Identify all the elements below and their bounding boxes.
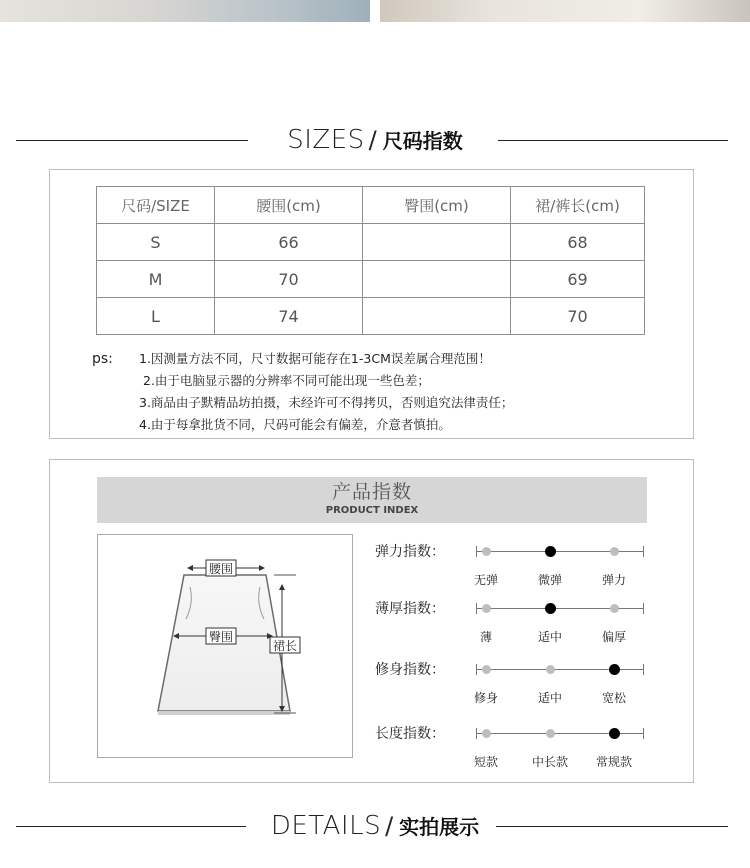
skirt-diagram-svg <box>98 535 352 757</box>
note-item: 4.由于每拿批货不同，尺码可能会有偏差，介意者慎拍。 <box>139 417 451 432</box>
product-index-banner <box>97 477 647 523</box>
index-label: 弹力指数： <box>375 544 445 560</box>
notes-prefix: ps: <box>92 351 113 367</box>
scale-end-tick <box>643 728 644 739</box>
index-option-label: 短款 <box>473 755 498 769</box>
size-table <box>96 186 645 335</box>
sizes-section-header <box>0 120 750 160</box>
hip-label: 臀围 <box>208 630 234 644</box>
index-dot <box>610 604 619 613</box>
index-option-label: 适中 <box>537 691 562 705</box>
note-item: 3.商品由子默精品坊拍摄，未经许可不得拷贝，否则追究法律责任； <box>139 395 514 410</box>
product-photo-left <box>0 0 370 22</box>
header-hip: 臀围(cm) <box>363 187 511 224</box>
details-title-separator: / <box>385 812 394 840</box>
size-table-header-row <box>97 187 645 224</box>
cell-size: L <box>97 298 215 335</box>
scale-end-tick <box>643 603 644 614</box>
scale-end-tick <box>643 664 644 675</box>
scale-end-tick <box>476 664 477 675</box>
table-row <box>97 261 645 298</box>
index-dot <box>610 547 619 556</box>
details-section-header <box>0 806 750 846</box>
index-option-label: 微弹 <box>537 573 562 587</box>
cell-waist: 66 <box>215 224 363 261</box>
index-dot <box>482 665 491 674</box>
index-dot-selected <box>545 546 556 557</box>
table-row <box>97 298 645 335</box>
cell-waist: 74 <box>215 298 363 335</box>
sizes-title-en: SIZES <box>287 125 365 155</box>
index-dot-selected <box>545 603 556 614</box>
index-option-label: 常规款 <box>595 755 632 769</box>
scale-end-tick <box>476 603 477 614</box>
index-dot-selected <box>609 728 620 739</box>
index-dot <box>546 665 555 674</box>
top-photo-strip <box>0 0 750 24</box>
index-dot-selected <box>609 664 620 675</box>
cell-length: 69 <box>511 261 645 298</box>
index-dot <box>546 729 555 738</box>
cell-hip <box>363 224 511 261</box>
index-option-label: 无弹 <box>473 573 498 587</box>
product-index-box <box>49 459 694 783</box>
index-option-label: 偏厚 <box>601 630 626 644</box>
index-option-label: 适中 <box>537 630 562 644</box>
product-photo-right <box>380 0 750 22</box>
notes-list <box>139 348 513 436</box>
waist-label: 腰围 <box>208 562 234 576</box>
index-dot <box>482 729 491 738</box>
index-dot <box>482 604 491 613</box>
cell-hip <box>363 298 511 335</box>
header-size: 尺码/SIZE <box>97 187 215 224</box>
index-dot <box>482 547 491 556</box>
cell-waist: 70 <box>215 261 363 298</box>
index-option-label: 薄 <box>479 630 492 644</box>
index-option-label: 弹力 <box>601 573 626 587</box>
table-row <box>97 224 645 261</box>
skirt-measurement-diagram <box>97 534 353 758</box>
sizes-title <box>0 120 750 163</box>
sizes-title-separator: / <box>368 126 377 154</box>
note-item: 2.由于电脑显示器的分辨率不同可能出现一些色差； <box>143 373 430 388</box>
details-title <box>0 806 750 849</box>
skirt-hem <box>158 711 290 715</box>
index-label: 长度指数： <box>375 726 445 742</box>
scale-end-tick <box>476 546 477 557</box>
scale-end-tick <box>476 728 477 739</box>
index-scale <box>473 669 644 705</box>
index-label: 修身指数： <box>375 662 445 678</box>
index-row <box>370 724 670 769</box>
header-waist: 腰围(cm) <box>215 187 363 224</box>
index-scale <box>473 551 644 587</box>
index-option-label: 宽松 <box>601 691 626 705</box>
length-label: 裙长 <box>272 639 298 653</box>
scale-end-tick <box>643 546 644 557</box>
index-option-label: 修身 <box>473 691 498 705</box>
index-label: 薄厚指数： <box>375 601 445 617</box>
note-item: 1.因测量方法不同，尺寸数据可能存在1-3CM误差属合理范围！ <box>139 351 491 366</box>
index-option-label: 中长款 <box>531 755 568 769</box>
cell-size: S <box>97 224 215 261</box>
header-length: 裙/裤长(cm) <box>511 187 645 224</box>
index-scale <box>473 733 644 769</box>
cell-size: M <box>97 261 215 298</box>
cell-hip <box>363 261 511 298</box>
cell-length: 68 <box>511 224 645 261</box>
details-title-en: DETAILS <box>270 811 382 841</box>
details-title-zh: 实拍展示 <box>399 815 480 839</box>
index-row <box>370 599 670 644</box>
sizes-title-zh: 尺码指数 <box>382 129 463 153</box>
product-index-title-en: PRODUCT INDEX <box>325 505 419 516</box>
cell-length: 70 <box>511 298 645 335</box>
size-chart-box <box>49 169 694 439</box>
product-index-title-zh: 产品指数 <box>331 481 412 503</box>
index-scale <box>476 608 644 644</box>
index-row <box>370 542 670 587</box>
index-row <box>370 660 670 705</box>
